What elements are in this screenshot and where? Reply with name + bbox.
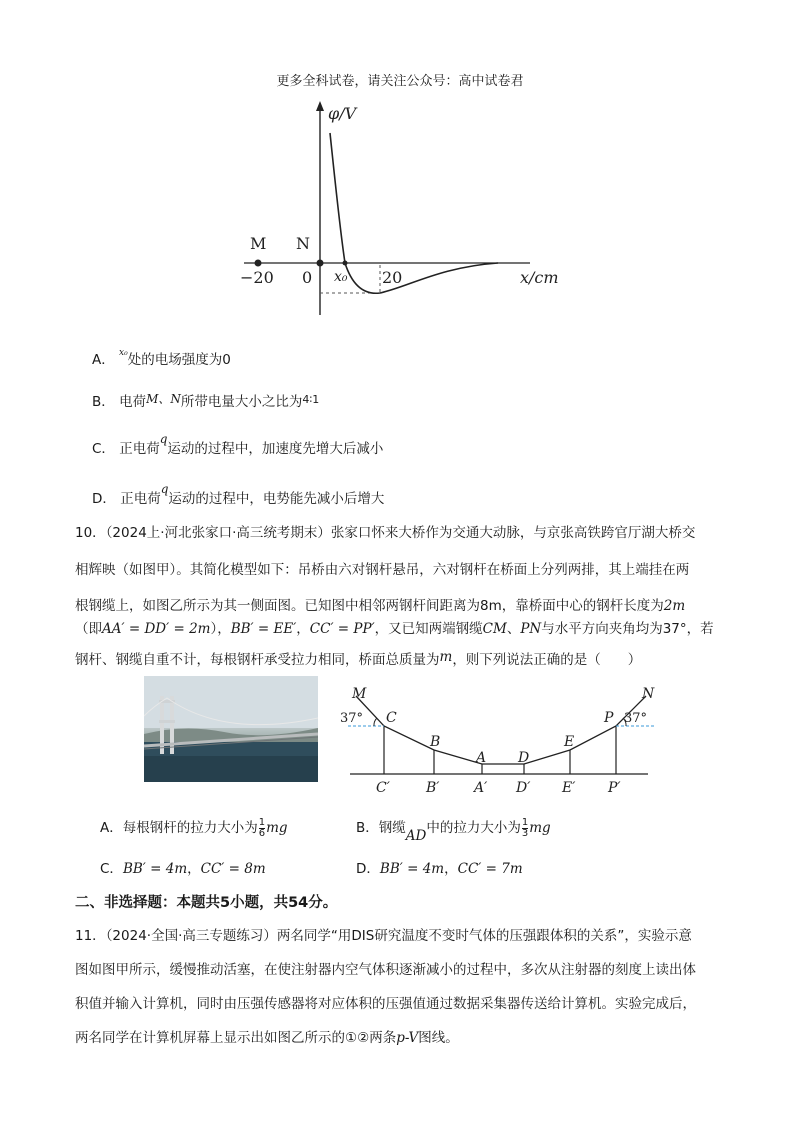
option-text-2: 运动的过程中，加速度先增大后减小 <box>167 441 384 457</box>
y-axis-arrow <box>316 101 324 111</box>
q10-text: 根钢缆上，如图乙所示为其一侧面图。已知图中相邻两钢杆间距离为8m，靠桥面中心的钢杆长度为 <box>75 598 664 614</box>
fraction-numerator: 1 <box>258 816 266 828</box>
q10-text: ，则下列说法正确的是（ ） <box>452 652 642 668</box>
bridge-diagram <box>336 682 662 794</box>
label-D: D <box>518 750 530 766</box>
q11-text: 两名同学在计算机屏幕上显示出如图乙所示的①②两条 <box>75 1030 397 1046</box>
option-letter: B． <box>356 820 379 836</box>
q10-line-1 <box>75 521 695 541</box>
option-letter: A． <box>100 820 123 836</box>
label-D-prime: D′ <box>516 780 531 794</box>
q10-option-c <box>100 857 266 877</box>
mass-symbol: m <box>439 649 453 665</box>
q10-text: 张家口怀来大桥作为交通大动脉，与京张高铁跨官厅湖大桥交 <box>330 525 696 541</box>
option-letter: C． <box>92 441 115 457</box>
eq-cc: CC′ = 8m <box>200 861 266 877</box>
option-letter: B． <box>92 394 115 410</box>
q11-line-3: 积值并输入计算机，同时由压强传感器将对应体积的压强值通过数据采集器传送给计算机。实验完成后， <box>75 996 696 1012</box>
potential-curve <box>330 133 498 293</box>
q11-number: 11． <box>75 928 106 944</box>
x-axis-label: x/cm <box>520 268 559 287</box>
option-text: 电荷 <box>119 394 147 410</box>
option-letter: A． <box>92 352 115 368</box>
charge-N-point <box>317 260 324 267</box>
x0-symbol: x₀ <box>119 348 128 358</box>
q11-line-4 <box>75 1026 459 1046</box>
label-N: N <box>296 234 310 253</box>
charges-symbol: M、N <box>146 392 181 406</box>
label-P: P <box>604 710 614 726</box>
q10-text: 钢杆、钢缆自重不计，每根钢杆承受拉力相同，桥面总质量为 <box>75 652 440 668</box>
q-symbol: q <box>160 482 169 496</box>
option-text: 处的电场强度为0 <box>127 352 231 368</box>
label-E: E <box>564 734 575 750</box>
q10-line-5 <box>75 648 641 668</box>
cable-ad: AD <box>405 828 427 844</box>
q-symbol: q <box>159 432 168 446</box>
option-letter: D． <box>356 861 380 877</box>
separator: ， <box>187 861 201 877</box>
eq-bb-ee: BB′ = EE′ <box>230 621 297 637</box>
cable-cm: CM <box>482 621 507 637</box>
angle-right: 37° <box>624 711 648 726</box>
fraction-one-third <box>522 818 528 839</box>
option-text-2: 运动的过程中，电势能先减小后增大 <box>168 491 385 507</box>
q10-text: 与水平方向夹角均为37°，若 <box>541 621 714 637</box>
q11-line-2: 图如图甲所示，缓慢推动活塞，在使注射器内空气体积逐渐减小的过程中，多次从注射器的刻度上读出体 <box>75 962 696 978</box>
bridge-photo <box>144 676 318 782</box>
label-C-prime: C′ <box>376 780 390 794</box>
q9-option-b <box>92 390 319 410</box>
option-text-2: 中的拉力大小为 <box>426 820 521 836</box>
charge-M-point <box>255 260 262 267</box>
label-M: M <box>250 234 267 253</box>
pv-symbol: p-V <box>396 1030 419 1046</box>
label-C: C <box>386 710 397 726</box>
mg-unit: mg <box>266 820 288 836</box>
eq-cc-pp: CC′ = PP′ <box>309 621 375 637</box>
q9-option-c <box>92 432 383 457</box>
tick-20: 20 <box>382 268 403 287</box>
separator: ， <box>444 861 458 877</box>
eq-bb: BB′ = 4m <box>122 861 188 877</box>
ratio-value: 4∶1 <box>302 393 320 406</box>
label-B: B <box>430 734 441 750</box>
label-B-prime: B′ <box>426 780 440 794</box>
option-text: 每根钢杆的拉力大小为 <box>122 820 258 836</box>
tick-x0: x₀ <box>334 269 348 285</box>
option-text: 正电荷 <box>120 491 161 507</box>
q11-text: 图线。 <box>418 1030 459 1046</box>
fraction-numerator: 1 <box>521 816 529 828</box>
page-header: 更多全科试卷，请关注公众号：高中试卷君 <box>276 74 524 89</box>
label-A-prime: A′ <box>474 780 488 794</box>
label-A: A <box>476 750 487 766</box>
eq-bb: BB′ = 4m <box>379 861 445 877</box>
fraction-denominator: 3 <box>521 827 529 839</box>
option-letter: C． <box>100 861 123 877</box>
option-text: 正电荷 <box>119 441 160 457</box>
label-E-prime: E′ <box>562 780 576 794</box>
tick-0: 0 <box>302 268 313 287</box>
main-cable <box>356 696 646 764</box>
q10-option-d <box>356 857 523 877</box>
q11-text: 两名同学“用DIS研究温度不变时气体的压强跟体积的关系”，实验示意 <box>276 928 692 944</box>
y-axis-label: φ/V <box>328 104 357 123</box>
left-angle-arc <box>374 718 377 726</box>
q10-text: （即 <box>75 621 102 637</box>
angle-left: 37° <box>340 711 364 726</box>
tick-neg20: −20 <box>240 268 274 287</box>
fraction-denominator: 6 <box>258 827 266 839</box>
q10-text: 、 <box>506 621 521 637</box>
q10-option-a <box>100 816 288 839</box>
length-value: 2m <box>663 598 686 614</box>
label-P-prime: P′ <box>608 780 621 794</box>
option-letter: D． <box>92 491 116 507</box>
q11-line-1 <box>75 924 692 944</box>
q10-line-3 <box>75 594 685 614</box>
q9-option-a <box>92 348 231 368</box>
q10-source: （2024上·河北张家口·高三统考期末） <box>105 525 331 541</box>
mg-unit: mg <box>529 820 551 836</box>
q10-option-b <box>356 816 551 844</box>
option-text-2: 所带电量大小之比为 <box>180 394 303 410</box>
q10-line-4 <box>75 617 714 637</box>
option-text: 钢缆 <box>378 820 406 836</box>
section-heading: 二、非选择题：本题共5小题，共54分。 <box>75 895 338 911</box>
label-cable-N: N <box>642 686 655 702</box>
q10-number: 10． <box>75 525 106 541</box>
label-cable-M: M <box>352 686 367 702</box>
q10-text: ）， <box>210 621 231 637</box>
q10-text: ，又已知两端钢缆 <box>374 621 483 637</box>
q10-text: ， <box>296 621 310 637</box>
eq-cc: CC′ = 7m <box>457 861 523 877</box>
q9-option-d <box>92 482 384 507</box>
bridge-photo-art <box>144 676 318 782</box>
potential-graph <box>230 95 570 330</box>
eq-aa-dd: AA′ = DD′ = 2m <box>102 621 211 637</box>
cable-pn: PN <box>520 621 542 637</box>
fraction-one-sixth <box>259 818 265 839</box>
q11-source: （2024·全国·高三专题练习） <box>105 928 277 944</box>
q10-line-2: 相辉映（如图甲）。其简化模型如下：吊桥由六对钢杆悬吊，六对钢杆在桥面上分列两排，其上端挂在两 <box>75 562 690 578</box>
